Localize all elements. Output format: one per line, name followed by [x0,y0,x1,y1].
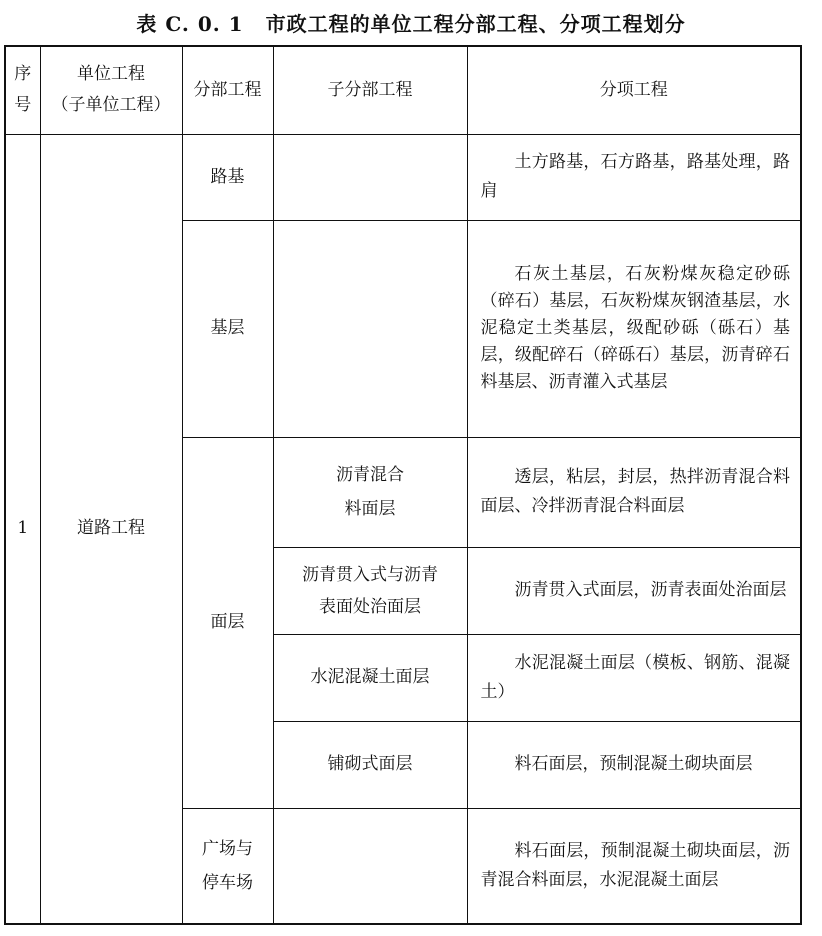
item-base-text: 石灰土基层，石灰粉煤灰稳定砂砾（碎石）基层，石灰粉煤灰钢渣基层，水泥稳定土类基层，级配砂砾（砾石）基层，级配碎石（碎砾石）基层，沥青碎石料基层、沥青灌入式基层 [480,264,790,392]
item-roadbed-text: 土方路基，石方路基，路基处理，路肩 [480,152,790,201]
item-plaza-text: 料石面层，预制混凝土砌块面层，沥青混合料面层，水泥混凝土面层 [480,840,790,890]
division-plaza-line2: 停车场 [202,872,253,893]
cell-subdivision-paved: 铺砌式面层 [273,721,467,808]
table-title [0,8,822,37]
cell-division-roadbed: 路基 [182,134,273,220]
cell-division-plaza [182,808,273,924]
header-unit-line2: （子单位工程） [51,95,171,116]
cell-unit: 道路工程 [40,134,182,924]
subdivision-asphalt-mix-line1: 沥青混合 [336,465,404,485]
cell-item-asphalt-mix [467,437,801,547]
cell-seq: 1 [5,134,40,924]
cell-subdivision-roadbed-empty [273,134,467,220]
header-row [5,46,801,134]
cell-item-cement-concrete [467,634,801,721]
cell-item-roadbed [467,134,801,220]
table-caption: 市政工程的单位工程分部工程、分项工程划分 [265,12,686,36]
item-asphalt-mix-text: 透层，粘层，封层，热拌沥青混合料面层、冷拌沥青混合料面层 [480,467,790,516]
cell-division-base: 基层 [182,220,273,437]
cell-division-surface: 面层 [182,437,273,808]
item-asphalt-penetration-text: 沥青贯入式面层，沥青表面处治面层 [514,580,787,600]
item-cement-concrete-text: 水泥混凝土面层（模板、钢筋、混凝土） [480,652,790,702]
item-paved-text: 料石面层，预制混凝土砌块面层 [514,754,753,774]
cell-item-base [467,220,801,437]
subdivision-asphalt-mix-line2: 料面层 [344,499,396,519]
cell-subdivision-asphalt-mix [273,437,467,547]
cell-item-asphalt-penetration [467,547,801,634]
table-number: 表 C. 0. 1 [136,12,244,36]
header-seq-line2: 号 [14,95,32,116]
subdivision-asphalt-penetration-line1: 沥青贯入式与沥青 [302,564,438,585]
cell-item-paved [467,721,801,808]
header-item: 分项工程 [467,46,801,134]
subdivision-asphalt-penetration-line2: 表面处治面层 [319,596,421,617]
cell-subdivision-asphalt-penetration [273,547,467,634]
header-subdivision: 子分部工程 [273,46,467,134]
cell-subdivision-plaza-empty [273,808,467,924]
table-row-roadbed [5,134,801,220]
division-plaza-line1: 广场与 [202,838,253,859]
header-division: 分部工程 [182,46,273,134]
cell-item-plaza [467,808,801,924]
header-seq-line1: 序 [14,64,32,85]
cell-subdivision-cement-concrete: 水泥混凝土面层 [273,634,467,721]
cell-subdivision-base-empty [273,220,467,437]
header-unit [40,46,182,134]
header-seq [5,46,40,134]
engineering-division-table [4,45,802,925]
header-unit-line1: 单位工程 [77,64,145,85]
